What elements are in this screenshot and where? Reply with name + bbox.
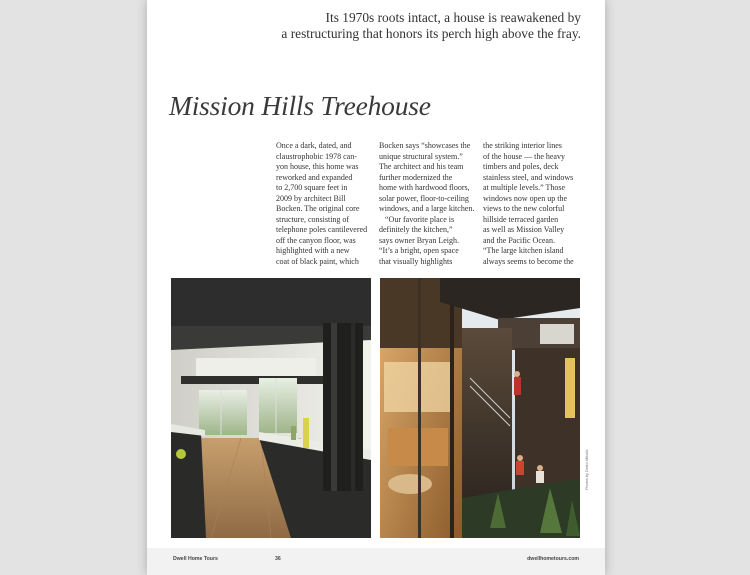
body-line: unique structural system.” — [379, 151, 463, 161]
body-line: solar power, floor-to-ceiling — [379, 193, 469, 203]
body-line: windows, and a large kitchen. — [379, 204, 475, 214]
body-line: Bocken. The original core — [276, 204, 360, 214]
body-line: The architect and his team — [379, 162, 464, 172]
deck-text — [251, 10, 581, 41]
body-column-2 — [379, 141, 475, 268]
body-line: says owner Bryan Leigh. — [379, 235, 459, 245]
body-line: yon house, this home was — [276, 162, 359, 172]
body-line: at multiple levels.” Those — [483, 183, 566, 193]
footer-website: dwellhometours.com — [527, 556, 579, 562]
exterior-photo — [380, 278, 580, 538]
body-line: “Our favorite place is — [379, 214, 455, 224]
body-line: “The large kitchen island — [483, 246, 564, 256]
body-line: hillside terraced garden — [483, 214, 559, 224]
body-line: that visually highlights — [379, 257, 453, 267]
body-line: as well as Mission Valley — [483, 225, 565, 235]
body-line: highlighted with a new — [276, 246, 350, 256]
body-line: Bocken says “showcases the — [379, 141, 471, 150]
photo-credit: Photos by Darko Mikulic — [585, 449, 589, 490]
body-line: and the Pacific Ocean. — [483, 235, 555, 245]
body-line: the striking interior lines — [483, 141, 562, 150]
body-line: 2009 by architect Bill — [276, 193, 346, 203]
deck-line-1: Its 1970s roots intact, a house is reawakened by — [325, 10, 581, 25]
body-line: Once a dark, dated, and — [276, 141, 352, 150]
article-title: Mission Hills Treehouse — [169, 90, 431, 121]
body-column-1 — [276, 141, 372, 268]
body-line: further modernized the — [379, 172, 453, 182]
body-line: off the canyon floor, was — [276, 235, 356, 245]
body-line: stainless steel, and windows — [483, 172, 574, 182]
body-line: windows now open up the — [483, 193, 567, 203]
magazine-page — [147, 0, 605, 575]
body-line: timbers and poles, deck — [483, 162, 559, 172]
body-line: telephone poles cantilevered — [276, 225, 368, 235]
body-line: “It’s a bright, open space — [379, 246, 459, 256]
body-line: to 2,700 square feet in — [276, 183, 348, 193]
deck-line-2: a restructuring that honors its perch high above the fray. — [281, 25, 581, 41]
body-line: structure, consisting of — [276, 214, 350, 224]
footer-publication: Dwell Home Tours — [173, 556, 218, 562]
body-line: definitely the kitchen,” — [379, 225, 453, 235]
footer-page-number: 36 — [275, 556, 281, 562]
body-line: home with hardwood floors, — [379, 183, 470, 193]
body-column-3 — [483, 141, 579, 268]
body-line: always seems to become the — [483, 257, 574, 267]
body-line: claustrophobic 1978 can- — [276, 151, 357, 161]
body-line: of the house — the heavy — [483, 151, 565, 161]
kitchen-photo — [171, 278, 371, 538]
body-line: coat of black paint, which — [276, 257, 359, 267]
body-line: reworked and expanded — [276, 172, 353, 182]
page-footer — [147, 548, 605, 575]
body-line: views to the new colorful — [483, 204, 565, 214]
